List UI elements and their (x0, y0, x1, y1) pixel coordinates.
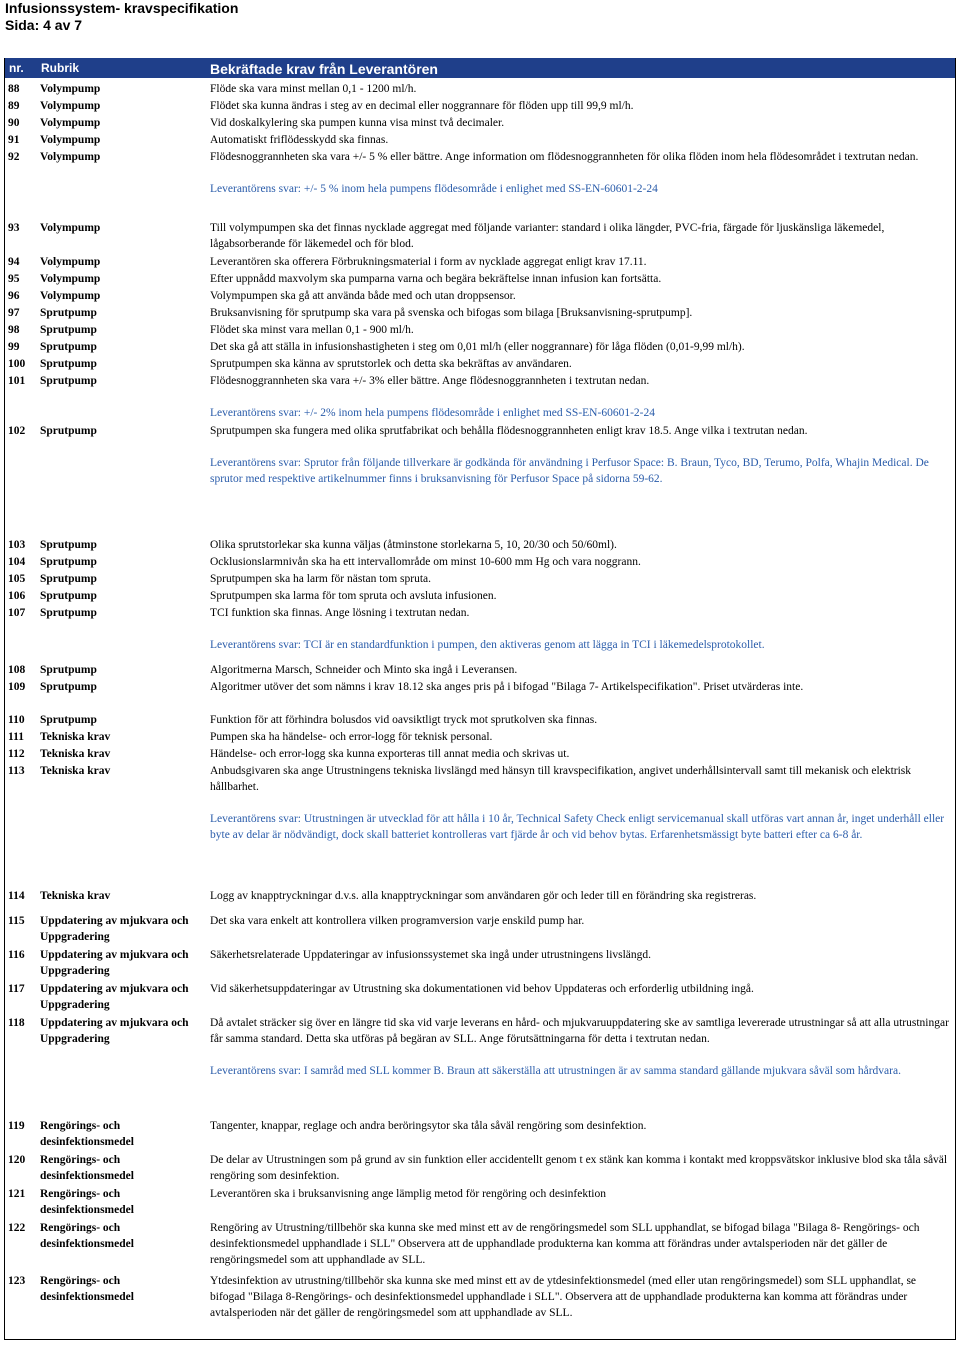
requirement-category: Sprutpump (40, 341, 97, 353)
requirement-category: Tekniska krav (40, 765, 111, 777)
requirement-number: 110 (8, 714, 25, 726)
requirement-number: 112 (8, 748, 25, 760)
requirement-category: Volympump (40, 256, 101, 268)
requirement-text: Flödesnoggrannheten ska vara +/- 5 % eller bättre. Ange information om flödesnoggrannheten för olika flöden inom hela flödesområdet i textrutan nedan. Leverantörens svar: +/- 5 % inom hela pumpens flödesområde i enlighet med SS-EN-60601-2-24 (210, 149, 950, 197)
requirement-category: Sprutpump (40, 664, 97, 676)
requirement-number: 113 (8, 765, 25, 777)
requirement-category: Sprutpump (40, 324, 97, 336)
requirement-text: TCI funktion ska finnas. Ange lösning i textrutan nedan. Leverantörens svar: TCI är en standardfunktion i pumpen, den aktiveras genom att lägga in TCI i läkemedelsprotokollet. (210, 605, 950, 653)
requirement-category: Volympump (40, 290, 101, 302)
requirement-number: 98 (8, 324, 20, 336)
requirement-number: 95 (8, 273, 20, 285)
requirement-category: Volympump (40, 117, 101, 129)
requirement-number: 99 (8, 341, 20, 353)
requirement-text: Sprutpumpen ska fungera med olika sprutfabrikat och behålla flödesnoggrannheten enligt krav 18.5. Ange vilka i textrutan nedan. Leverantörens svar: Sprutor från följande tillverkare är godkända för användning i Perfusor Space: B. Braun, Tyco, BD, Terumo, Polfa, Whajin Medical. De sprutor med respektive artikelnummer finns i bruksanvisning för Perfusor Space på sidorna 59-62. (210, 423, 950, 487)
requirement-category: Rengörings- och desinfektionsmedel (40, 1120, 134, 1148)
requirement-category: Sprutpump (40, 681, 97, 693)
requirement-category: Rengörings- och desinfektionsmedel (40, 1188, 134, 1216)
requirement-category: Volympump (40, 222, 101, 234)
requirement-text: Vid säkerhetsuppdateringar av Utrustning ska dokumentationen vid behov Uppdateras och erforderlig utbildning ingå. (210, 983, 754, 995)
requirement-text: Vid doskalkylering ska pumpen kunna visa minst två decimaler. (210, 117, 505, 129)
requirement-category: Sprutpump (40, 375, 97, 387)
requirement-text: Pumpen ska ha händelse- och error-logg för teknisk personal. (210, 731, 493, 743)
requirement-number: 105 (8, 573, 26, 585)
requirement-text: Automatiskt friflödesskydd ska finnas. (210, 134, 389, 146)
requirement-category: Tekniska krav (40, 890, 111, 902)
requirement-text: Tangenter, knappar, reglage och andra beröringsytor ska tåla såväl rengöring som desinfektion. (210, 1120, 647, 1132)
requirement-category: Rengörings- och desinfektionsmedel (40, 1222, 134, 1250)
requirement-category: Volympump (40, 134, 101, 146)
requirement-text: Flödet ska minst vara mellan 0,1 - 900 ml/h. (210, 324, 414, 336)
requirement-text: Funktion för att förhindra bolusdos vid oavsiktligt tryck mot sprutkolven ska finnas. (210, 714, 598, 726)
requirement-text: Sprutpumpen ska larma för tom spruta och avsluta infusionen. (210, 590, 497, 602)
requirement-number: 119 (8, 1120, 25, 1132)
requirement-category: Volympump (40, 83, 101, 95)
requirement-text: Volympumpen ska gå att använda både med och utan droppsensor. (210, 290, 516, 302)
supplier-response: Leverantörens svar: Utrustningen är utvecklad för att hålla i 10 år, Technical Safety Check enligt servicemanual skall utföras vart annan år, inget underhåll eller byte av delar är nödvändigt, dock skall batteriet kontrolleras vart fjärde år och vid behov bytas. Erfarenhetsmässigt byte batteri efter ca 6-8 år. (210, 813, 945, 841)
requirement-text: Ocklusionslarmnivån ska ha ett intervallområde om minst 10-600 mm Hg och vara noggrann. (210, 556, 641, 568)
requirement-number: 116 (8, 949, 25, 961)
page-header (5, 0, 238, 34)
requirement-text: Till volympumpen ska det finnas nycklade aggregat med följande varianter: standard i olika längder, PVC-fria, färgade för ljuskänsliga läkemedel, lågabsorberande för läkemedel och för blod. (210, 222, 885, 250)
requirement-number: 121 (8, 1188, 26, 1200)
requirement-number: 93 (8, 222, 20, 234)
requirements-table (4, 58, 956, 1340)
requirement-number: 114 (8, 890, 25, 902)
table-header (5, 58, 955, 78)
requirement-text: Flöde ska vara minst mellan 0,1 - 1200 ml/h. (210, 83, 417, 95)
supplier-response: Leverantörens svar: Sprutor från följande tillverkare är godkända för användning i Perfusor Space: B. Braun, Tyco, BD, Terumo, Polfa, Whajin Medical. De sprutor med respektive artikelnummer finns i bruksanvisning för Perfusor Space på sidorna 59-62. (210, 457, 929, 485)
requirement-text: Flödet ska kunna ändras i steg av en decimal eller noggrannare för flöden upp till 99,9 ml/h. (210, 100, 634, 112)
requirement-category: Sprutpump (40, 358, 97, 370)
requirement-category: Sprutpump (40, 425, 97, 437)
requirement-number: 102 (8, 425, 26, 437)
requirement-number: 109 (8, 681, 26, 693)
requirement-number: 88 (8, 83, 20, 95)
supplier-response: Leverantörens svar: +/- 5 % inom hela pumpens flödesområde i enlighet med SS-EN-60601-2-24 (210, 183, 658, 195)
requirement-category: Uppdatering av mjukvara och Uppgradering (40, 949, 189, 977)
requirement-text: Ytdesinfektion av utrustning/tillbehör ska kunna ske med minst ett av de ytdesinfektionsmedel (med eller utan rengöringsmedel) som SLL upphandlat, se bifogad "Bilaga 8-Rengörings- och desinfektionsmedel upphandlade i SLL". Observera att de upphandlade produkterna kan komma att förändras under avtalsperioden när det gäller de rengöringsmedel som att upphandlade av SLL. (210, 1275, 917, 1319)
requirement-text: Algoritmerna Marsch, Schneider och Minto ska ingå i Leveransen. (210, 664, 518, 676)
requirement-text: Flödesnoggrannheten ska vara +/- 3% eller bättre. Ange flödesnoggrannheten i textrutan nedan. Leverantörens svar: +/- 2% inom hela pumpens flödesområde i enlighet med SS-EN-60601-2-24 (210, 373, 950, 421)
requirement-number: 106 (8, 590, 26, 602)
requirement-text: Det ska gå att ställa in infusionshastigheten i steg om 0,01 ml/h (eller noggrannare) för låga flöden (0,01-9,99 ml/h). (210, 341, 745, 353)
requirement-category: Rengörings- och desinfektionsmedel (40, 1154, 134, 1182)
requirement-number: 120 (8, 1154, 26, 1166)
requirement-number: 103 (8, 539, 26, 551)
column-header-krav: Bekräftade krav från Leverantören (210, 61, 438, 77)
requirement-category: Rengörings- och desinfektionsmedel (40, 1275, 134, 1303)
requirement-number: 92 (8, 151, 20, 163)
requirement-number: 101 (8, 375, 26, 387)
supplier-response: Leverantörens svar: I samråd med SLL kommer B. Braun att säkerställa att utrustningen är av samma standard gällande mjukvara såväl som hårdvara. (210, 1065, 901, 1077)
requirement-number: 97 (8, 307, 20, 319)
requirement-category: Uppdatering av mjukvara och Uppgradering (40, 1017, 189, 1045)
requirement-number: 108 (8, 664, 26, 676)
requirement-category: Sprutpump (40, 573, 97, 585)
requirement-text: Då avtalet sträcker sig över en längre tid ska vid varje leverans en hård- och mjukvaruuppdatering ske av samtliga levererade utrustningar så att alla utrustningar får samma standard. Detta ska utföras på begäran av SLL. Ange förutsättningarna för detta i textrutan nedan. Leverantörens svar: I samråd med SLL kommer B. Braun att säkerställa att utrustningen är av samma standard gällande mjukvara såväl som hårdvara. (210, 1017, 949, 1077)
requirement-number: 90 (8, 117, 20, 129)
column-header-nr: nr. (9, 61, 24, 75)
requirement-number: 111 (8, 731, 24, 743)
requirement-text: Händelse- och error-logg ska kunna exporteras till annat media och skrivas ut. (210, 748, 570, 760)
requirement-category: Volympump (40, 151, 101, 163)
requirement-number: 107 (8, 607, 26, 619)
supplier-response: Leverantörens svar: +/- 2% inom hela pumpens flödesområde i enlighet med SS-EN-60601-2-24 (210, 407, 655, 419)
requirement-text: Logg av knapptryckningar d.v.s. alla knapptryckningar som användaren gör och leder till en förändring ska registreras. (210, 890, 757, 902)
supplier-response: Leverantörens svar: TCI är en standardfunktion i pumpen, den aktiveras genom att lägga in TCI i läkemedelsprotokollet. (210, 639, 765, 651)
requirement-category: Tekniska krav (40, 731, 111, 743)
requirement-text: Rengöring av Utrustning/tillbehör ska kunna ske med minst ett av de rengöringsmedel som SLL upphandlat, se bifogad bilaga "Bilaga 8- Rengörings- och desinfektionsmedel upphandlade i SLL" Observera att de upphandlade produkterna kan komma att förändras under avtalsperioden när det gäller de rengöringsmedel som att upphandlade av SLL. (210, 1222, 920, 1266)
requirement-text: Sprutpumpen ska ha larm för nästan tom spruta. (210, 573, 432, 585)
requirement-number: 96 (8, 290, 20, 302)
requirement-text: Bruksanvisning för sprutpump ska vara på svenska och bifogas som bilaga [Bruksanvisning-sprutpump]. (210, 307, 693, 319)
requirement-text: Algoritmer utöver det som nämns i krav 18.12 ska anges pris på i bifogad "Bilaga 7- Artikelspecifikation". Priset utvärderas inte. (210, 681, 804, 693)
requirement-category: Uppdatering av mjukvara och Uppgradering (40, 915, 189, 943)
requirement-text: Det ska vara enkelt att kontrollera vilken programversion varje enskild pump har. (210, 915, 585, 927)
requirement-text: De delar av Utrustningen som på grund av sin funktion eller accidentellt genom t ex stänk kan komma i kontakt med kroppsvätskor inklusive blod ska tåla såväl rengöring som desinfektion. (210, 1154, 948, 1182)
requirement-text: Leverantören ska i bruksanvisning ange lämplig metod för rengöring och desinfektion (210, 1188, 607, 1200)
requirement-category: Tekniska krav (40, 748, 111, 760)
requirement-text: Anbudsgivaren ska ange Utrustningens tekniska livslängd med hänsyn till kravspecifikation, angivet underhållsintervall samt till mekanisk och elektrisk hållbarhet. Leverantörens svar: Utrustningen är utvecklad för att hålla i 10 år, Technical Safety Check enligt servicemanual skall utföras vart annan år, inget underhåll eller byte av delar är nödvändigt, dock skall batteriet kontrolleras vart fjärde år och vid behov bytas. Erfarenhetsmässigt byte batteri efter ca 6-8 år. (210, 763, 950, 843)
requirement-category: Uppdatering av mjukvara och Uppgradering (40, 983, 189, 1011)
requirement-number: 117 (8, 983, 25, 995)
requirement-number: 94 (8, 256, 20, 268)
requirement-category: Sprutpump (40, 714, 97, 726)
document-title: Infusionssystem- kravspecifikation (5, 0, 239, 16)
requirement-text: Säkerhetsrelaterade Uppdateringar av infusionssystemet ska ingå under utrustningens livslängd. (210, 949, 652, 961)
requirement-number: 104 (8, 556, 26, 568)
requirement-number: 100 (8, 358, 26, 370)
requirement-text: Leverantören ska offerera Förbrukningsmaterial i form av nycklade aggregat enligt krav 17.11. (210, 256, 647, 268)
requirement-number: 123 (8, 1275, 26, 1287)
requirement-number: 115 (8, 915, 25, 927)
requirement-category: Volympump (40, 100, 101, 112)
requirement-category: Volympump (40, 273, 101, 285)
requirement-category: Sprutpump (40, 539, 97, 551)
requirement-category: Sprutpump (40, 556, 97, 568)
requirement-number: 118 (8, 1017, 25, 1029)
requirement-text: Efter uppnådd maxvolym ska pumparna varna och begära bekräftelse innan infusion kan fortsätta. (210, 273, 662, 285)
requirement-category: Sprutpump (40, 590, 97, 602)
column-header-rubrik: Rubrik (41, 61, 80, 75)
requirement-number: 91 (8, 134, 20, 146)
requirement-category: Sprutpump (40, 307, 97, 319)
requirement-number: 122 (8, 1222, 26, 1234)
page-number: Sida: 4 av 7 (5, 17, 83, 33)
requirement-number: 89 (8, 100, 20, 112)
requirement-text: Sprutpumpen ska känna av sprutstorlek och detta ska bekräftas av användaren. (210, 358, 572, 370)
requirement-category: Sprutpump (40, 607, 97, 619)
requirement-text: Olika sprutstorlekar ska kunna väljas (åtminstone storlekarna 5, 10, 20/30 och 50/60ml). (210, 539, 617, 551)
